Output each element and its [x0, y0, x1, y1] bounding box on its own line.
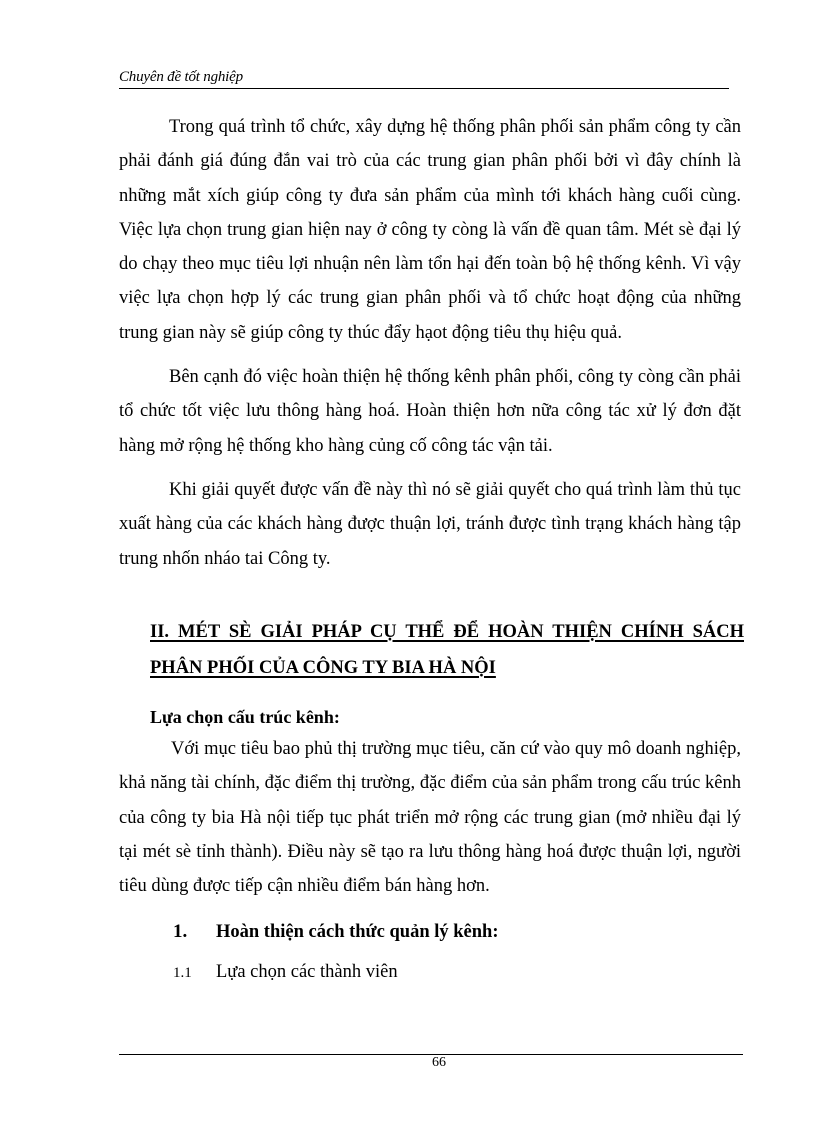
body-text — [119, 110, 741, 576]
section-heading — [150, 614, 744, 686]
page-header — [119, 66, 729, 89]
subheading: Lựa chọn cấu trúc kênh: — [150, 707, 340, 727]
section-paragraph: Với mục tiêu bao phủ thị trường mục tiêu, căn cứ vào quy mô doanh nghiệp, khả năng tài chính, đặc điểm thị trường, đặc điểm của sản phẩm trong cấu trúc kênh của công ty bia Hà nội tiếp tục phát triển mở rộng các trung gian (mở nhiều đại lý tại mét sè tỉnh thành). Điều này sẽ tạo ra lưu thông hàng hoá được thuận lợi, người tiêu dùng được tiếp cận nhiều điểm bán hàng hơn. — [119, 739, 741, 897]
section-heading-text: II. MÉT SÈ GIẢI PHÁP CỤ THỂ ĐỂ HOÀN THIỆN CHÍNH SÁCH PHÂN PHỐI CỦA CÔNG TY BIA HÀ NỘI — [150, 622, 744, 678]
item-label: Hoàn thiện cách thức quản lý kênh: — [216, 922, 499, 942]
header-title: Chuyên đề tốt nghiệp — [119, 69, 243, 85]
item-number: 1. — [173, 921, 188, 942]
item-label: Lựa chọn các thành viên — [216, 962, 398, 982]
numbered-item-1-1 — [173, 958, 398, 987]
section-ii — [150, 614, 744, 731]
item-number: 1.1 — [173, 965, 192, 981]
paragraph: Bên cạnh đó việc hoàn thiện hệ thống kênh phân phối, công ty còng cần phải tổ chức tốt việc lưu thông hàng hoá. Hoàn thiện hơn nữa công tác xử lý đơn đặt hàng mở rộng hệ thống kho hàng củng cố công tác vận tải. — [119, 367, 741, 456]
paragraph: Trong quá trình tổ chức, xây dựng hệ thống phân phối sản phẩm công ty cần phải đánh giá đúng đắn vai trò của các trung gian phân phối bởi vì đây chính là những mắt xích giúp công ty đưa sản phẩm của mình tới khách hàng cuối cùng. Việc lựa chọn trung gian hiện nay ở công ty còng là vấn đề quan tâm. Mét sè đại lý do chạy theo mục tiêu lợi nhuận nên làm tổn hại đến toàn bộ hệ thống kênh. Vì vậy việc lựa chọn hợp lý các trung gian phân phối và tổ chức hoạt động của những trung gian này sẽ giúp công ty thúc đẩy hạot động tiêu thụ hiệu quả. — [119, 117, 741, 343]
page-number: 66 — [432, 1055, 446, 1070]
numbered-item-1 — [173, 918, 499, 946]
paragraph: Khi giải quyết được vấn đề này thì nó sẽ giải quyết cho quá trình làm thủ tục xuất hàng của các khách hàng được thuận lợi, tránh được tình trạng khách hàng tập trung nhốn nháo tai Công ty. — [119, 479, 741, 569]
